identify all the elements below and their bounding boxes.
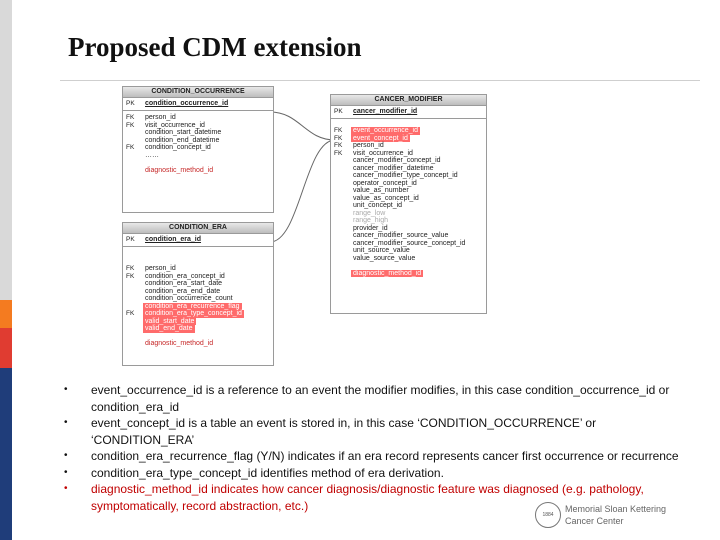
table-row xyxy=(331,172,486,180)
bullet-text: condition_era_recurrence_flag (Y/N) indicates if an era record represents cancer first occurrence or recurrence xyxy=(91,449,679,463)
column-name: visit_occurrence_id xyxy=(353,149,413,157)
column-name: range_low xyxy=(353,209,386,217)
column-name: cancer_modifier_type_concept_id xyxy=(353,172,458,179)
table-row-highlighted xyxy=(123,325,273,333)
bullet-icon: • xyxy=(64,384,68,395)
cancer-modifier-table xyxy=(330,94,487,314)
column-name: …… xyxy=(145,151,159,159)
table-row xyxy=(331,255,486,263)
bullet-text: event_occurrence_id is a reference to an event the modifier modifies, in this case condition_occurrence_id or condition_era_id xyxy=(91,383,670,414)
table-row xyxy=(123,144,273,152)
column-name: condition_era_type_concept_id xyxy=(145,310,242,317)
table-row-highlighted xyxy=(331,135,486,143)
column-name: diagnostic_method_id xyxy=(145,340,214,347)
bullet-icon: • xyxy=(64,450,68,461)
key-label: FK xyxy=(334,134,343,142)
column-name: condition_era_recurrence_flag xyxy=(145,302,240,310)
table-row xyxy=(123,288,273,296)
table-row xyxy=(331,210,486,218)
bullet-item xyxy=(64,382,694,415)
column-name: value_as_concept_id xyxy=(353,194,419,202)
table-row-highlighted xyxy=(331,127,486,135)
key-label: FK xyxy=(334,142,343,149)
bullet-list xyxy=(64,382,694,514)
table-row-highlighted xyxy=(123,303,273,311)
bullet-text: event_concept_id is a table an event is stored in, in this case ‘CONDITION_OCCURRENCE’ or ‘CONDITION_ERA’ xyxy=(91,416,597,447)
column-name: condition_era_id xyxy=(145,236,202,243)
column-name: cancer_modifier_id xyxy=(353,108,418,115)
column-name: condition_concept_id xyxy=(145,144,211,151)
column-name: event_occurrence_id xyxy=(353,127,418,134)
primary-key-row xyxy=(331,106,486,119)
column-name: range_high xyxy=(353,217,389,224)
column-name: visit_occurrence_id xyxy=(145,121,205,129)
table-row xyxy=(331,247,486,255)
logo-year: 1884 xyxy=(542,512,554,518)
column-name: unit_source_value xyxy=(353,247,410,254)
bullet-item xyxy=(64,448,694,465)
bullet-icon: • xyxy=(64,417,68,428)
table-row xyxy=(331,150,486,158)
column-name: condition_era_concept_id xyxy=(145,272,225,280)
column-name: condition_era_start_date xyxy=(145,280,223,287)
table-row xyxy=(331,180,486,188)
table-row-highlighted xyxy=(123,310,273,318)
key-label: FK xyxy=(126,114,135,121)
table-row xyxy=(123,333,273,341)
column-name: event_concept_id xyxy=(353,134,408,142)
logo-name-line1: Memorial Sloan Kettering xyxy=(565,504,667,514)
key-label: FK xyxy=(334,149,343,157)
logo-seal-icon xyxy=(535,502,561,528)
condition-occurrence-table xyxy=(122,86,274,213)
table-title: CONDITION_ERA xyxy=(123,223,273,234)
column-name: condition_occurrence_id xyxy=(145,100,229,107)
column-name: operator_concept_id xyxy=(353,179,417,187)
table-row xyxy=(331,157,486,165)
key-label: FK xyxy=(126,144,135,151)
table-row xyxy=(123,280,273,288)
primary-key-row xyxy=(123,234,273,247)
table-row xyxy=(331,217,486,225)
column-name: condition_end_datetime xyxy=(145,136,220,144)
column-list xyxy=(123,111,273,174)
table-row-new-column xyxy=(123,167,273,175)
bullet-icon: • xyxy=(64,483,68,494)
msk-logo xyxy=(535,500,680,530)
key-label: FK xyxy=(126,272,135,280)
column-name: unit_concept_id xyxy=(353,202,403,209)
column-name: condition_occurrence_count xyxy=(145,295,233,302)
column-name: condition_start_datetime xyxy=(145,129,222,136)
key-label: PK xyxy=(334,108,343,115)
column-list xyxy=(123,247,273,348)
table-title: CANCER_MODIFIER xyxy=(331,95,486,106)
table-row xyxy=(331,165,486,173)
table-row xyxy=(123,137,273,145)
table-row-new-column xyxy=(123,340,273,348)
bullet-text: condition_era_type_concept_id identifies method of era derivation. xyxy=(91,465,444,480)
key-label: FK xyxy=(126,121,135,129)
table-row xyxy=(331,142,486,150)
table-row-highlighted xyxy=(331,270,486,278)
key-label: FK xyxy=(126,265,135,272)
column-name: person_id xyxy=(145,265,176,272)
table-row xyxy=(331,240,486,248)
table-row xyxy=(123,273,273,281)
column-name: value_as_number xyxy=(353,187,409,194)
table-row xyxy=(331,195,486,203)
column-name: diagnostic_method_id xyxy=(145,166,214,174)
key-label: FK xyxy=(126,310,135,317)
column-name: cancer_modifier_datetime xyxy=(353,164,434,172)
table-row xyxy=(331,262,486,270)
logo-name xyxy=(565,503,666,527)
table-row xyxy=(123,295,273,303)
logo-name-line2: Cancer Center xyxy=(565,516,624,526)
slide-title: Proposed CDM extension xyxy=(68,32,362,62)
table-row xyxy=(123,152,273,160)
table-row xyxy=(123,159,273,167)
table-row xyxy=(123,114,273,122)
table-row xyxy=(331,202,486,210)
bullet-icon: • xyxy=(64,466,68,478)
key-label: PK xyxy=(126,236,135,243)
primary-key-row xyxy=(123,98,273,111)
key-label: FK xyxy=(334,127,343,134)
column-name: valid_start_date xyxy=(145,317,195,325)
bullet-item xyxy=(64,465,694,482)
column-name: valid_end_date xyxy=(145,325,193,332)
column-name: diagnostic_method_id xyxy=(353,269,422,277)
column-name: cancer_modifier_source_concept_id xyxy=(353,239,466,247)
column-name: value_source_value xyxy=(353,254,416,262)
table-row xyxy=(123,122,273,130)
table-row xyxy=(331,187,486,195)
key-label: PK xyxy=(126,100,135,107)
column-name: person_id xyxy=(145,114,176,121)
table-row xyxy=(331,225,486,233)
column-list xyxy=(331,119,486,277)
table-title: CONDITION_OCCURRENCE xyxy=(123,87,273,98)
condition-era-table xyxy=(122,222,274,366)
column-name: cancer_modifier_concept_id xyxy=(353,157,441,164)
bullet-item xyxy=(64,415,694,448)
table-row xyxy=(123,265,273,273)
table-row xyxy=(331,232,486,240)
column-name: person_id xyxy=(353,142,384,149)
column-name: condition_era_end_date xyxy=(145,287,221,295)
table-row-highlighted xyxy=(123,318,273,326)
column-name: cancer_modifier_source_value xyxy=(353,232,449,239)
table-row xyxy=(123,129,273,137)
column-name: provider_id xyxy=(353,224,388,232)
bullet-text: diagnostic_method_id indicates how cancer diagnosis/diagnostic feature was diagnosed (e.g. pathology, symptomatically, record abstraction, etc.) xyxy=(91,482,644,513)
